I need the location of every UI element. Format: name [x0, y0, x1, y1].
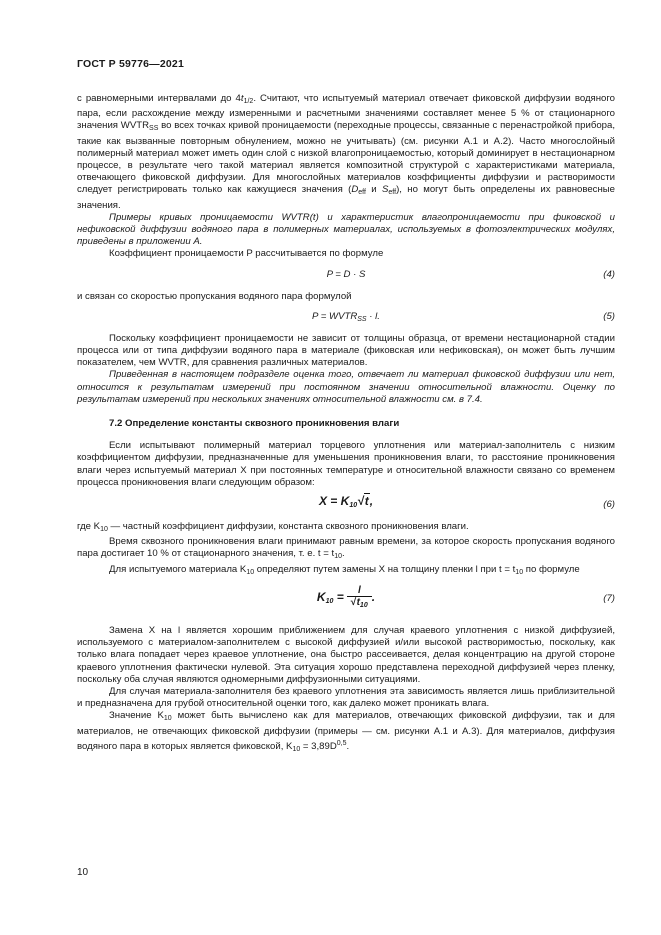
formula-expression	[77, 495, 615, 512]
subscript: 10	[100, 526, 108, 534]
paragraph: Замена X на l является хорошим приближением для случая краевого уплотнения с низкой диффузией, используемого с материалом-заполнителем с высокой диффузией и/или высокой растворимостью, поскольку, как только влага попадает через краевое уплотнение, она быстро рассеивается, делая концентрацию на другой стороне краевого уплотнения фактически нулевой. Эта ситуация хорошо представлена переходной диффузией через пленку, поскольку оба случая являются одномерными диффузионными ситуациями.	[77, 624, 615, 685]
subscript: SS	[149, 125, 159, 133]
subscript: 10	[349, 502, 358, 510]
symbol: D	[351, 184, 359, 196]
text-run: во всех точках кривой проницаемости (переходные процессы, связанные с перенастройкой прибора, такие как вызванные повторным обнулением, можно не учитывать) (см. рисунки А.1 и А.2). Часто многослойный полимерный материал может иметь один слой с низкой влагопроницаемостью, который доминирует в нестационарном процессе, в результате чего такой материал является композитной структурой с характеристиками материала, отвечающего фиковской диффузии. Для многослойных материалов коэффициенты диффузии и растворимости следует регистрировать только как кажущиеся значения (	[77, 120, 615, 196]
radicand	[356, 596, 369, 608]
text-run: = 3,89D	[300, 740, 337, 752]
paragraph: Поскольку коэффициент проницаемости не зависит от толщины образца, от времени нестационарной стадии процесса или от типа диффузии водяного пара в материале (фиковская или нефиковская), он может быть лучшим показателем, чем WVTR, для сравнения различных материалов.	[77, 332, 615, 369]
formula-number: (7)	[603, 592, 615, 604]
subscript: eff	[388, 189, 397, 197]
text-run: Для испытуемого материала K	[109, 563, 247, 575]
formula-expression	[77, 311, 615, 326]
symbol: S	[382, 184, 389, 196]
paragraph	[77, 564, 615, 579]
text-run: по формуле	[523, 563, 580, 575]
text-run: X = K	[318, 494, 350, 509]
formula-number: (5)	[603, 310, 615, 322]
formula-expression: P = D · S	[326, 268, 366, 280]
page-number: 10	[77, 867, 89, 878]
text-run: .	[371, 590, 376, 605]
subscript: 10	[515, 568, 524, 576]
text-run: .	[342, 548, 345, 560]
text-run: и	[365, 184, 382, 196]
text-run: .	[346, 740, 350, 752]
formula-7	[77, 579, 615, 619]
text-run: — частный коэффициент диффузии, константа сквозного проникновения влаги.	[107, 521, 469, 533]
paragraph: Для случая материала-заполнителя без краевого уплотнения эта зависимость является лишь приблизительной и предназначена для грубой относительной оценки того, как далеко может проникать влага.	[77, 685, 615, 710]
document-body	[77, 93, 615, 756]
paragraph-note: Приведенная в настоящем подразделе оценка того, отвечает ли материал фиковской диффузии или нет, относится к результатам измерений при постоянном значении относительной влажности. Оценку по результатам измерений при нескольких значениях относительной влажности см. в 7.4.	[77, 369, 615, 405]
formula-number: (6)	[603, 499, 615, 511]
sqrt-symbol: √	[357, 494, 364, 509]
paragraph	[77, 521, 615, 536]
text-run: с равномерными интервалами до 4	[77, 93, 241, 104]
formula-6	[77, 489, 615, 521]
fraction	[347, 585, 372, 611]
paragraph	[77, 710, 615, 756]
text-run: может быть вычислено как для материалов, отвечающих фиковской диффузии, так и для материалов, не отвечающих фиковской диффузии (примеры — см. рисунки А.1 и А.3). Для материалов, диффузия водяного пара в которых является фиковской, K	[77, 710, 615, 752]
text-run: . Считают, что испытуемый материал отвечает фиковской диффузии водяного пара, если расхождение между измеренными и расчетными значениями составляет менее 5 % от стационарного значения WVTR	[77, 93, 615, 132]
formula-expression	[77, 585, 615, 611]
paragraph: с равномерными интервалами до $4t_{1/2}$. Считают, что испытуемый материал отвечает фиковской диффузии водяного пара, если расхождение между измеренными и расчетными значениями составляет менее 5 % от стационарного значения $WVTR_{SS}$ во всех точках кривой проницаемости (переходные процессы, связанные с перенастройкой прибора, такие как вызванные повторным обнулением, можно не учитывать) (см. рисунки А.1 и А.2). Часто многослойный полимерный материал может иметь один слой с низкой влагопроницаемостью, который доминирует в нестационарном процессе, в результате чего такой материал является композитной структурой с характеристиками материала, отвечающего фиковской диффузии. Для многослойных материалов коэффициенты диффузии и растворимости следует регистрировать только как кажущиеся значения ($D_{eff}$ и $S_{eff}$), но могут быть определены их равновесные значения.	[77, 93, 615, 211]
text-run: Значение K	[109, 710, 164, 722]
sqrt-symbol: √	[350, 596, 356, 608]
numerator: l	[347, 585, 372, 597]
paragraph: Если испытывают полимерный материал торцевого уплотнения или материал-заполнитель с низким коэффициентом диффузии, предназначенные для уменьшения проникновения влаги, то расстояние проникновения влаги через испытуемый материал X при постоянных температуре и относительной влажности связано со временем процесса проникновения влаги следующим образом:	[77, 440, 615, 488]
text-run: ), но могут быть определены их равновесные значения.	[77, 184, 615, 211]
formula-5	[77, 303, 615, 333]
subscript: 10	[334, 553, 342, 561]
subscript: 10	[246, 568, 255, 576]
text-run: определяют путем замены X на толщину пленки l при t = t	[254, 563, 516, 575]
text-run: P = WVTR	[312, 310, 358, 322]
text-run: ,	[369, 494, 374, 509]
text-run: t	[356, 596, 360, 608]
subscript: 10	[292, 745, 301, 753]
subscript: 10	[163, 715, 172, 723]
section-heading: 7.2 Определение константы сквозного проникновения влаги	[109, 418, 400, 430]
subscript: eff	[358, 189, 366, 197]
formula-number: (4)	[603, 268, 615, 280]
paragraph: Коэффициент проницаемости P рассчитывается по формуле	[109, 248, 384, 260]
text-run: K	[316, 590, 326, 605]
formula-4	[77, 261, 615, 291]
text-run: =	[333, 590, 348, 605]
subscript: 1/2	[243, 98, 254, 105]
text-run: где K	[77, 521, 101, 533]
standard-header: ГОСТ Р 59776—2021	[77, 58, 185, 70]
paragraph-note: Примеры кривых проницаемости WVTR(t) и характеристик влагопроницаемости при фиковской и нефиковской диффузии водяного пара в полимерных материалах, используемых в фотоэлектрических модулях, приведены в приложении А.	[77, 211, 615, 248]
superscript: 0,5	[336, 739, 347, 747]
radicand: t	[364, 494, 369, 509]
subscript: SS	[357, 315, 367, 323]
paragraph: и связан со скоростью пропускания водяного пара формулой	[77, 290, 352, 302]
subscript: 10	[359, 601, 368, 609]
text-run: Время сквозного проникновения влаги принимают равным времени, за которое скорость пропускания водяного пара достигает 10 % от стационарного значения, т. е. t = t	[77, 536, 615, 560]
denominator	[347, 597, 372, 611]
subscript: 10	[325, 598, 334, 606]
text-run: · l.	[366, 310, 380, 322]
paragraph	[77, 536, 615, 563]
